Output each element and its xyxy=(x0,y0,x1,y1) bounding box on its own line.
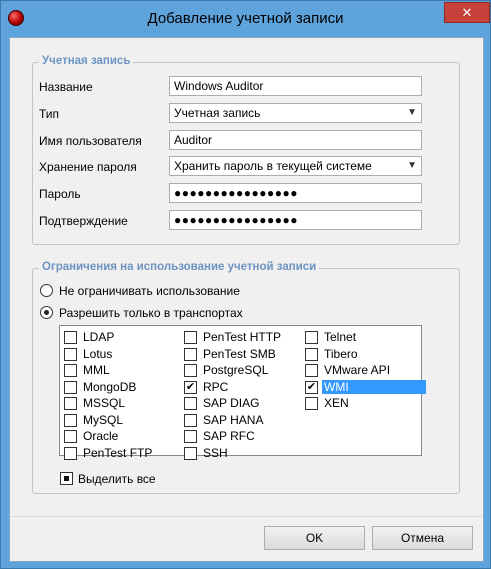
password-label: Пароль xyxy=(39,187,81,201)
ok-button[interactable]: OK xyxy=(264,526,365,550)
transport-checkbox[interactable] xyxy=(64,348,77,361)
chevron-down-icon: ▼ xyxy=(407,160,417,171)
transport-checkbox[interactable] xyxy=(184,331,197,344)
transport-label: MySQL xyxy=(83,412,124,427)
name-input[interactable]: Windows Auditor xyxy=(169,76,422,96)
transport-checkbox[interactable] xyxy=(64,430,77,443)
confirm-password-input[interactable]: ●●●●●●●●●●●●●●●● xyxy=(169,210,422,230)
dialog-body xyxy=(9,37,484,562)
password-input[interactable]: ●●●●●●●●●●●●●●●● xyxy=(169,183,422,203)
transport-checkbox[interactable] xyxy=(184,348,197,361)
confirm-label: Подтверждение xyxy=(39,214,128,228)
radio-transports-only-label[interactable]: Разрешить только в транспортах xyxy=(59,306,243,320)
transport-label: Lotus xyxy=(83,346,113,361)
name-label: Название xyxy=(39,80,93,94)
close-icon: ✕ xyxy=(461,5,473,20)
cancel-button[interactable]: Отмена xyxy=(372,526,473,550)
transport-checkbox[interactable] xyxy=(184,430,197,443)
select-all-checkbox[interactable] xyxy=(60,472,73,485)
transport-checkbox[interactable] xyxy=(305,381,318,394)
transport-checkbox[interactable] xyxy=(64,414,77,427)
transport-label: PenTest SMB xyxy=(203,346,276,361)
transport-checkbox[interactable] xyxy=(184,364,197,377)
radio-transports-only[interactable] xyxy=(40,306,53,319)
transport-label: WMI xyxy=(322,380,426,394)
check-icon: ✔ xyxy=(306,380,317,393)
transport-label: LDAP xyxy=(83,330,115,344)
title-bar[interactable] xyxy=(1,1,490,37)
username-label: Имя пользователя xyxy=(39,134,142,148)
type-select-value: Учетная запись xyxy=(174,106,261,120)
transport-label: PenTest HTTP xyxy=(203,330,282,344)
account-group-legend: Учетная запись xyxy=(39,55,133,67)
password-storage-label: Хранение пароля xyxy=(39,160,137,174)
transport-checkbox[interactable] xyxy=(305,331,318,344)
dialog-footer xyxy=(10,516,483,561)
select-all-label[interactable]: Выделить все xyxy=(78,472,156,486)
transport-label: XEN xyxy=(324,396,349,410)
transport-checkbox[interactable] xyxy=(184,397,197,410)
transport-label: SSH xyxy=(203,445,228,460)
restrictions-group-legend: Ограничения на использование учетной записи xyxy=(39,261,319,273)
password-storage-value: Хранить пароль в текущей системе xyxy=(174,159,372,173)
transport-label: MongoDB xyxy=(83,379,137,394)
type-select[interactable] xyxy=(169,103,422,123)
transport-label: PenTest FTP xyxy=(83,445,153,460)
transport-label: VMware API xyxy=(324,363,391,377)
transport-checkbox[interactable] xyxy=(305,348,318,361)
transport-checkbox[interactable] xyxy=(64,331,77,344)
transport-checkbox[interactable] xyxy=(64,381,77,394)
transport-checkbox[interactable] xyxy=(184,447,197,460)
transport-label: RPC xyxy=(203,379,229,394)
type-label: Тип xyxy=(39,107,60,121)
chevron-down-icon: ▼ xyxy=(407,107,417,118)
transport-checkbox[interactable] xyxy=(64,397,77,410)
transport-label: SAP RFC xyxy=(203,429,255,443)
transport-label: SAP HANA xyxy=(203,412,264,427)
transport-list[interactable] xyxy=(59,325,422,460)
transport-label: SAP DIAG xyxy=(203,396,260,410)
username-input[interactable]: Auditor xyxy=(169,130,422,150)
transport-checkbox[interactable] xyxy=(184,414,197,427)
transport-label: Telnet xyxy=(324,330,357,344)
transport-checkbox[interactable] xyxy=(64,447,77,460)
transport-label: MML xyxy=(83,363,110,377)
transport-checkbox[interactable] xyxy=(64,364,77,377)
window-title: Добавление учетной записи xyxy=(147,10,344,27)
close-button[interactable] xyxy=(444,2,490,23)
transport-checkbox[interactable] xyxy=(184,381,197,394)
transport-label: MSSQL xyxy=(83,396,126,410)
radio-unrestricted-label[interactable]: Не ограничивать использование xyxy=(59,284,240,298)
radio-unrestricted[interactable] xyxy=(40,284,53,297)
transport-label: Tibero xyxy=(324,346,358,361)
transport-checkbox[interactable] xyxy=(305,397,318,410)
password-storage-select[interactable] xyxy=(169,156,422,176)
transport-label: PostgreSQL xyxy=(203,363,269,377)
check-icon: ✔ xyxy=(185,380,196,393)
transport-checkbox[interactable] xyxy=(305,364,318,377)
transport-label: Oracle xyxy=(83,429,119,443)
